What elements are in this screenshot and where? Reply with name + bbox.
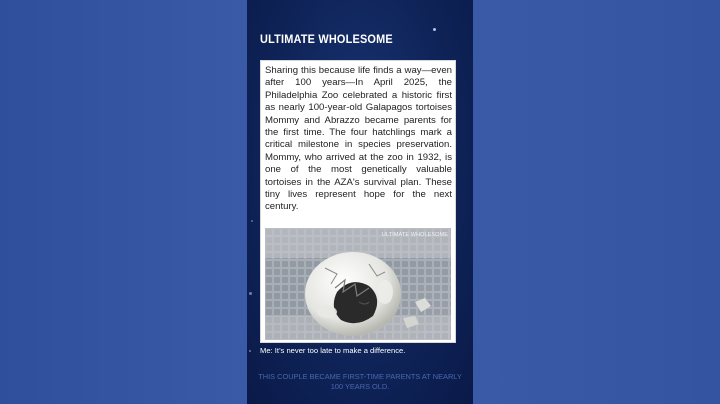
sparkle-decoration [251,220,253,222]
story-text: Sharing this because life finds a way—even after 100 years—In April 2025, the Philadelphia Zoo celebrated a historic first as nearly 100-year-old Galapagos tortoises Mommy and Abrazzo became parents for the first time. The four hatchlings mark a critical milestone in species preservation. Mommy, who arrived at the zoo in 1932, is one of the most genetically valuable tortoises in the AZA's survival plan. These tiny lives represent hope for the next century. [265,65,452,213]
short-video-frame[interactable] [247,0,473,404]
sparkle-decoration [433,28,436,31]
post-caption: Me: It’s never too late to make a difference. [260,346,406,355]
egg-illustration [265,228,451,340]
hatching-egg-photo [265,228,451,340]
video-subtitle: THIS COUPLE BECAME FIRST-TIME PARENTS AT NEARLY 100 YEARS OLD. [258,372,462,391]
post-card [260,60,456,343]
left-blur-background [0,0,247,404]
sparkle-decoration [249,292,252,295]
sparkle-decoration [249,350,251,352]
brand-title: ULTIMATE WHOLESOME [260,34,393,46]
photo-watermark: ULTIMATE WHOLESOME [381,232,448,238]
right-blur-background [473,0,720,404]
